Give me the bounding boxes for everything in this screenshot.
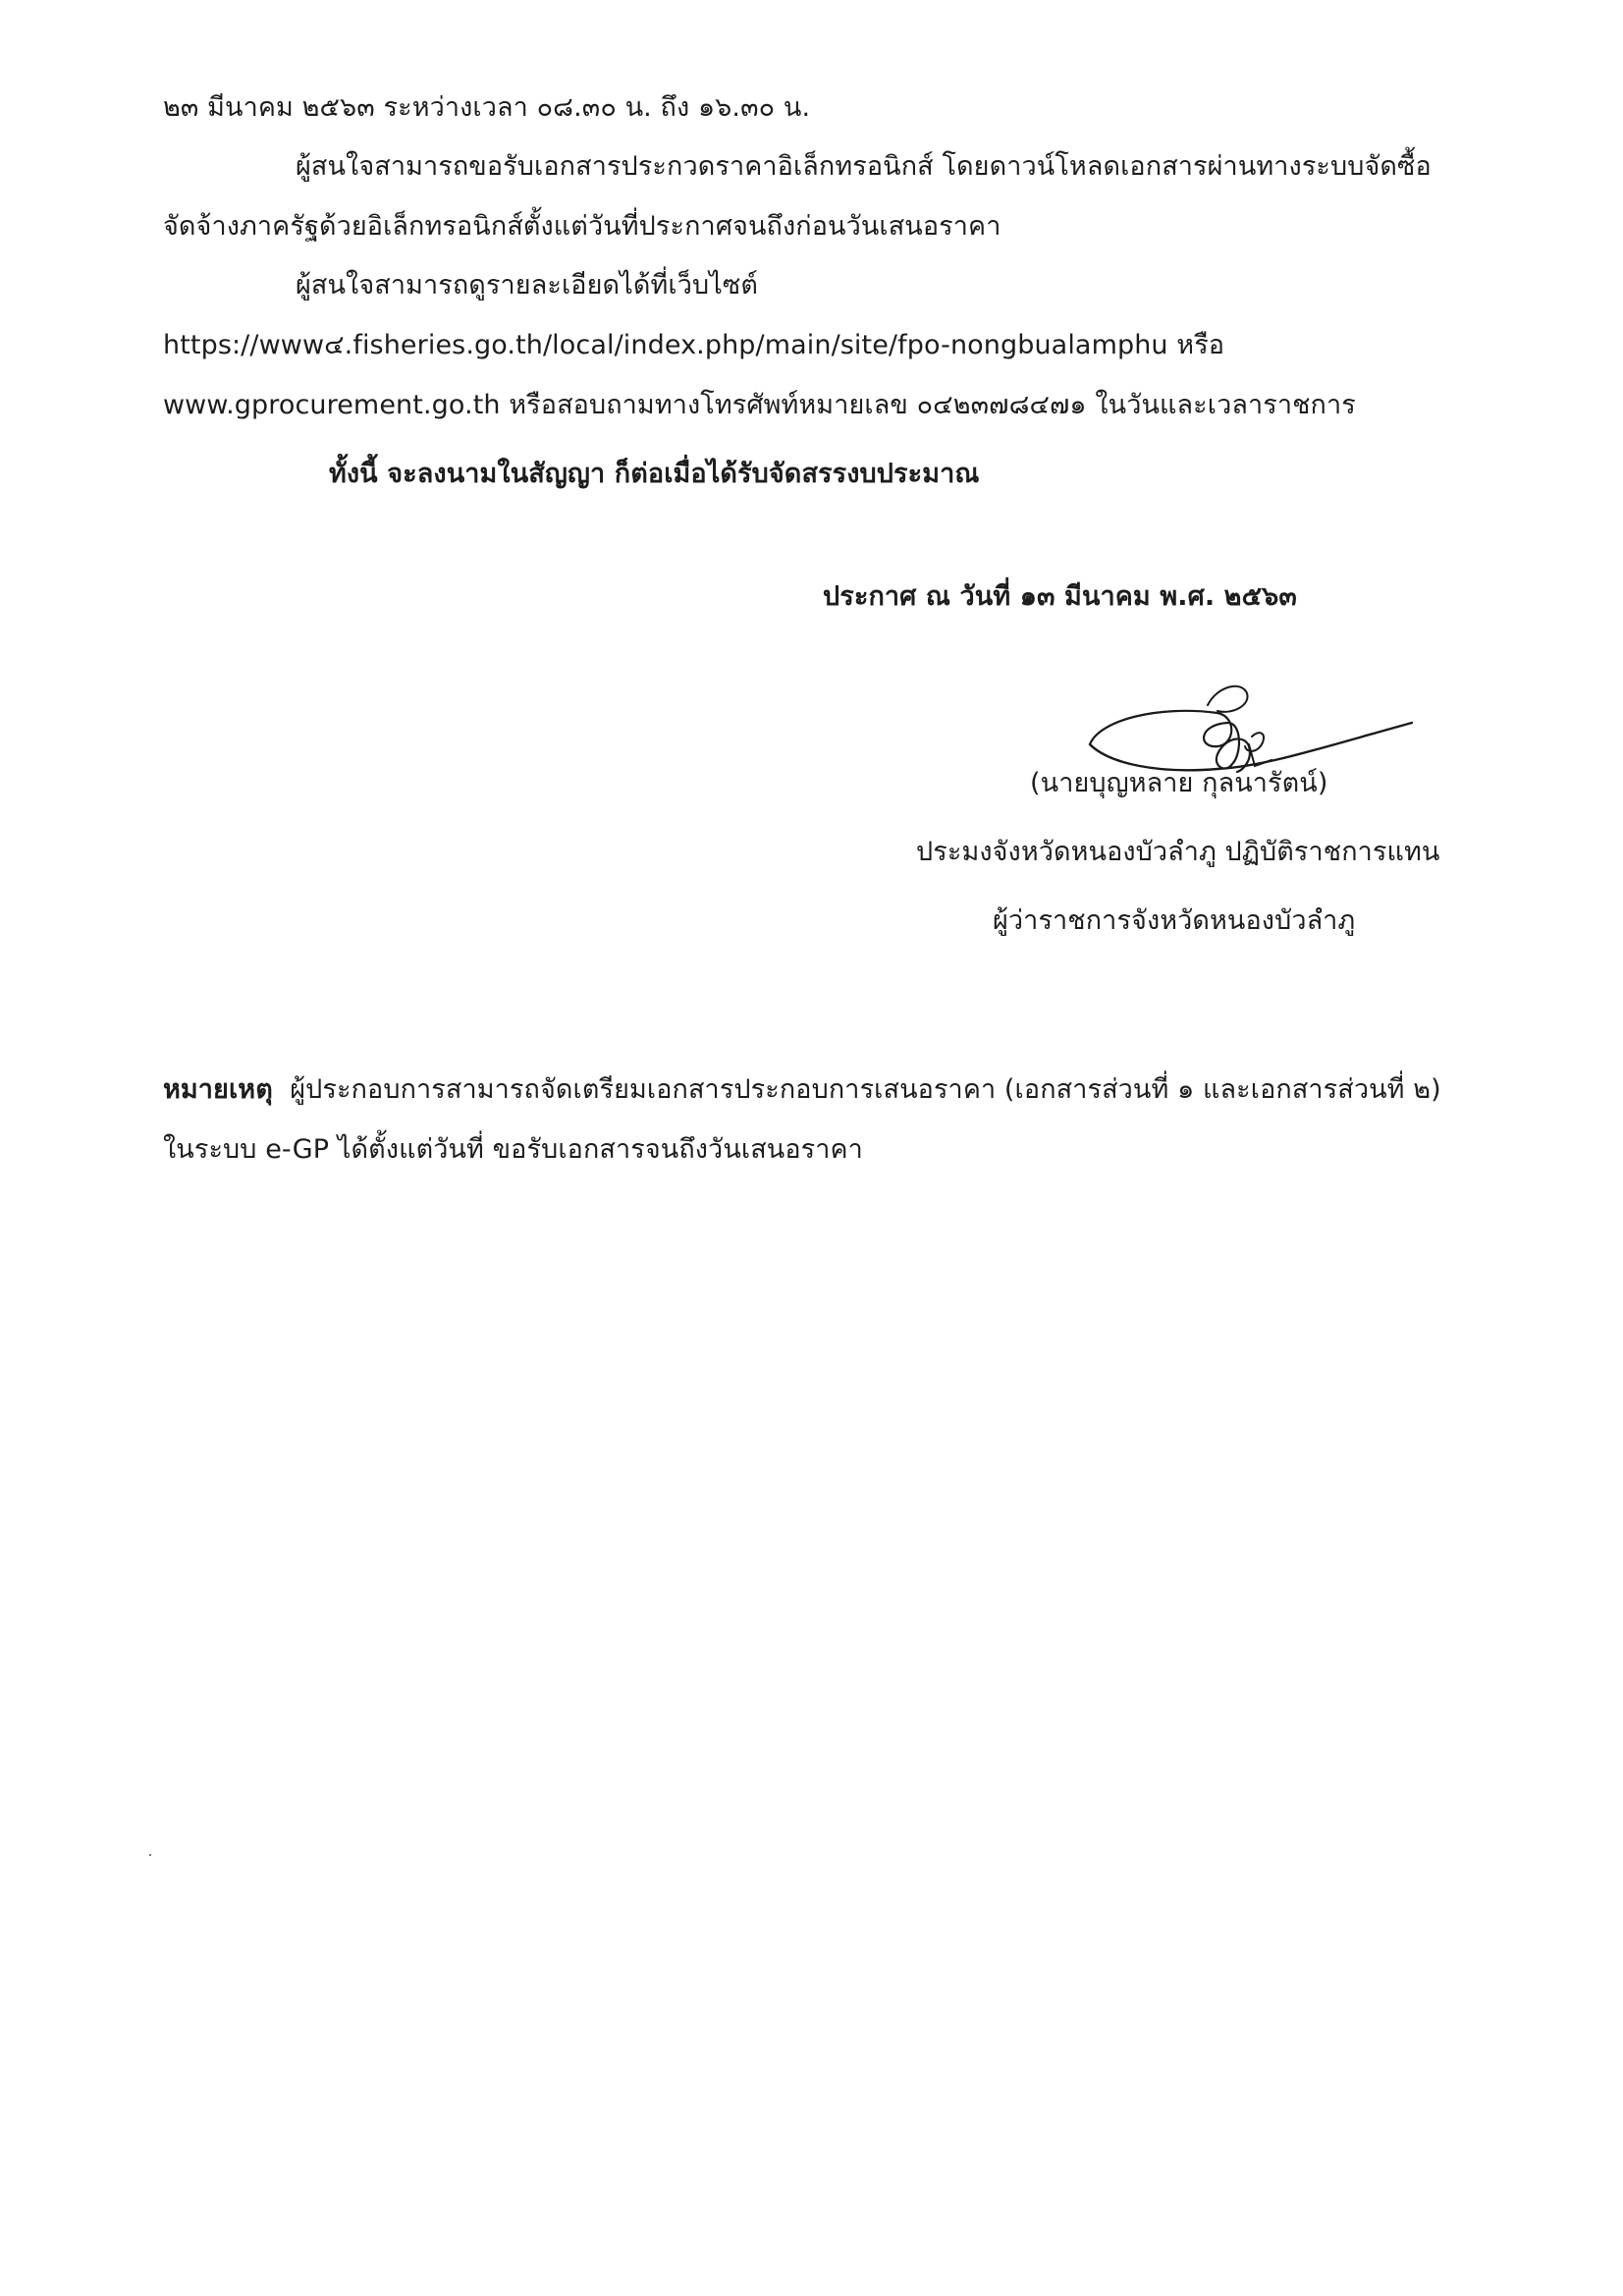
body-line-1: ๒๓ มีนาคม ๒๕๖๓ ระหว่างเวลา ๐๘.๓๐ น. ถึง ๑๖.๓๐ น. bbox=[163, 92, 811, 123]
note-line-2: ในระบบ e-GP ได้ตั้งแต่วันที่ ขอรับเอกสารจนถึงวันเสนอราคา bbox=[163, 1134, 863, 1165]
signatory-position-2: ผู้ว่าราชการจังหวัดหนองบัวลำภู bbox=[993, 905, 1356, 936]
scan-speck bbox=[149, 1854, 151, 1856]
note-label: หมายเหตุ bbox=[163, 1074, 273, 1105]
announcement-date: ประกาศ ณ วันที่ ๑๓ มีนาคม พ.ศ. ๒๕๖๓ bbox=[823, 581, 1297, 612]
note-text-1: ผู้ประกอบการสามารถจัดเตรียมเอกสารประกอบการเสนอราคา (เอกสารส่วนที่ ๑ และเอกสารส่วนที่ ๒) bbox=[290, 1074, 1441, 1105]
body-line-3: จัดจ้างภาครัฐด้วยอิเล็กทรอนิกส์ตั้งแต่วันที่ประกาศจนถึงก่อนวันเสนอราคา bbox=[163, 211, 1001, 242]
signatory-name: (นายบุญหลาย กุลนารัตน์) bbox=[1030, 768, 1328, 798]
contract-condition-line: ทั้งนี้ จะลงนามในสัญญา ก็ต่อเมื่อได้รับจัดสรรงบประมาณ bbox=[329, 459, 980, 489]
signatory-position-1: ประมงจังหวัดหนองบัวลำภู ปฏิบัติราชการแทน bbox=[916, 837, 1440, 867]
body-line-4: ผู้สนใจสามารถดูรายละเอียดได้ที่เว็บไซต์ bbox=[296, 270, 758, 301]
contact-line: www.gprocurement.go.th หรือสอบถามทางโทรศัพท์หมายเลข ๐๔๒๓๗๘๔๗๑ ในวันและเวลาราชการ bbox=[163, 390, 1356, 420]
website-url-line: https://www๔.fisheries.go.th/local/index.php/main/site/fpo-nongbualamphu หรือ bbox=[163, 330, 1225, 360]
note-line-1 bbox=[163, 1072, 1441, 1108]
body-line-2: ผู้สนใจสามารถขอรับเอกสารประกวดราคาอิเล็กทรอนิกส์ โดยดาวน์โหลดเอกสารผ่านทางระบบจัดซื้อ bbox=[296, 151, 1432, 182]
